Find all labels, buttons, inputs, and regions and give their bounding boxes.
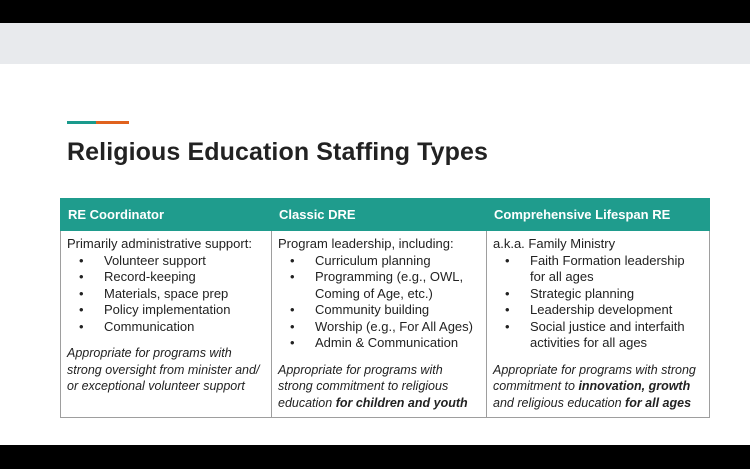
note-emphasis: for all ages [625, 395, 692, 410]
cell-intro: a.k.a. Family Ministry [493, 236, 616, 251]
list-item: • Volunteer support [67, 253, 265, 270]
bullet-list [278, 253, 480, 352]
staffing-table [60, 198, 710, 418]
cell-comprehensive-lifespan-re [487, 231, 710, 418]
note-text: Appropriate for programs with strong oversight from minister and/ or exceptional volunteer support [67, 346, 260, 393]
list-item: • Programming (e.g., OWL, Coming of Age, etc.) [278, 269, 480, 302]
list-item: • Curriculum planning [278, 253, 480, 270]
list-item: • Policy implementation [67, 302, 265, 319]
list-item: • Strategic planning [493, 286, 703, 303]
title-accent-orange [96, 121, 129, 124]
header-classic-dre: Classic DRE [272, 199, 487, 231]
cell-intro: Primarily administrative support: [67, 236, 252, 251]
list-item: • Community building [278, 302, 480, 319]
slide [0, 64, 750, 445]
cell-note [493, 362, 703, 412]
list-item: • Social justice and interfaith activities for all ages [493, 319, 703, 352]
browser-toolbar-strip [0, 23, 750, 64]
header-comprehensive-lifespan-re: Comprehensive Lifespan RE [487, 199, 710, 231]
cell-re-coordinator [61, 231, 272, 418]
list-item: • Faith Formation leadership for all ages [493, 253, 703, 286]
cell-note [67, 345, 265, 395]
note-emphasis: innovation, growth [578, 379, 691, 393]
note-text: and religious education [493, 395, 626, 410]
note-emphasis: for children and youth [335, 395, 468, 410]
list-item: • Record-keeping [67, 269, 265, 286]
list-item: • Communication [67, 319, 265, 336]
list-item: • Worship (e.g., For All Ages) [278, 319, 480, 336]
cell-classic-dre [272, 231, 487, 418]
table-header-row [61, 199, 710, 231]
list-item: • Materials, space prep [67, 286, 265, 303]
bullet-list [67, 253, 265, 336]
top-black-bar [0, 0, 750, 23]
bottom-black-bar [0, 445, 750, 469]
list-item: • Leadership development [493, 302, 703, 319]
note-text: Appropriate for programs with strong commitment to religious education [278, 362, 449, 410]
note-text: Appropriate for programs with strong commitment to [493, 362, 696, 393]
bullet-list [493, 253, 703, 352]
slide-title: Religious Education Staffing Types [67, 138, 489, 166]
cell-intro: Program leadership, including: [278, 236, 454, 251]
table-body-row [61, 231, 710, 418]
list-item: • Admin & Communication [278, 335, 480, 352]
cell-note [278, 362, 480, 412]
title-accent-teal [67, 121, 96, 124]
header-re-coordinator: RE Coordinator [61, 199, 272, 231]
